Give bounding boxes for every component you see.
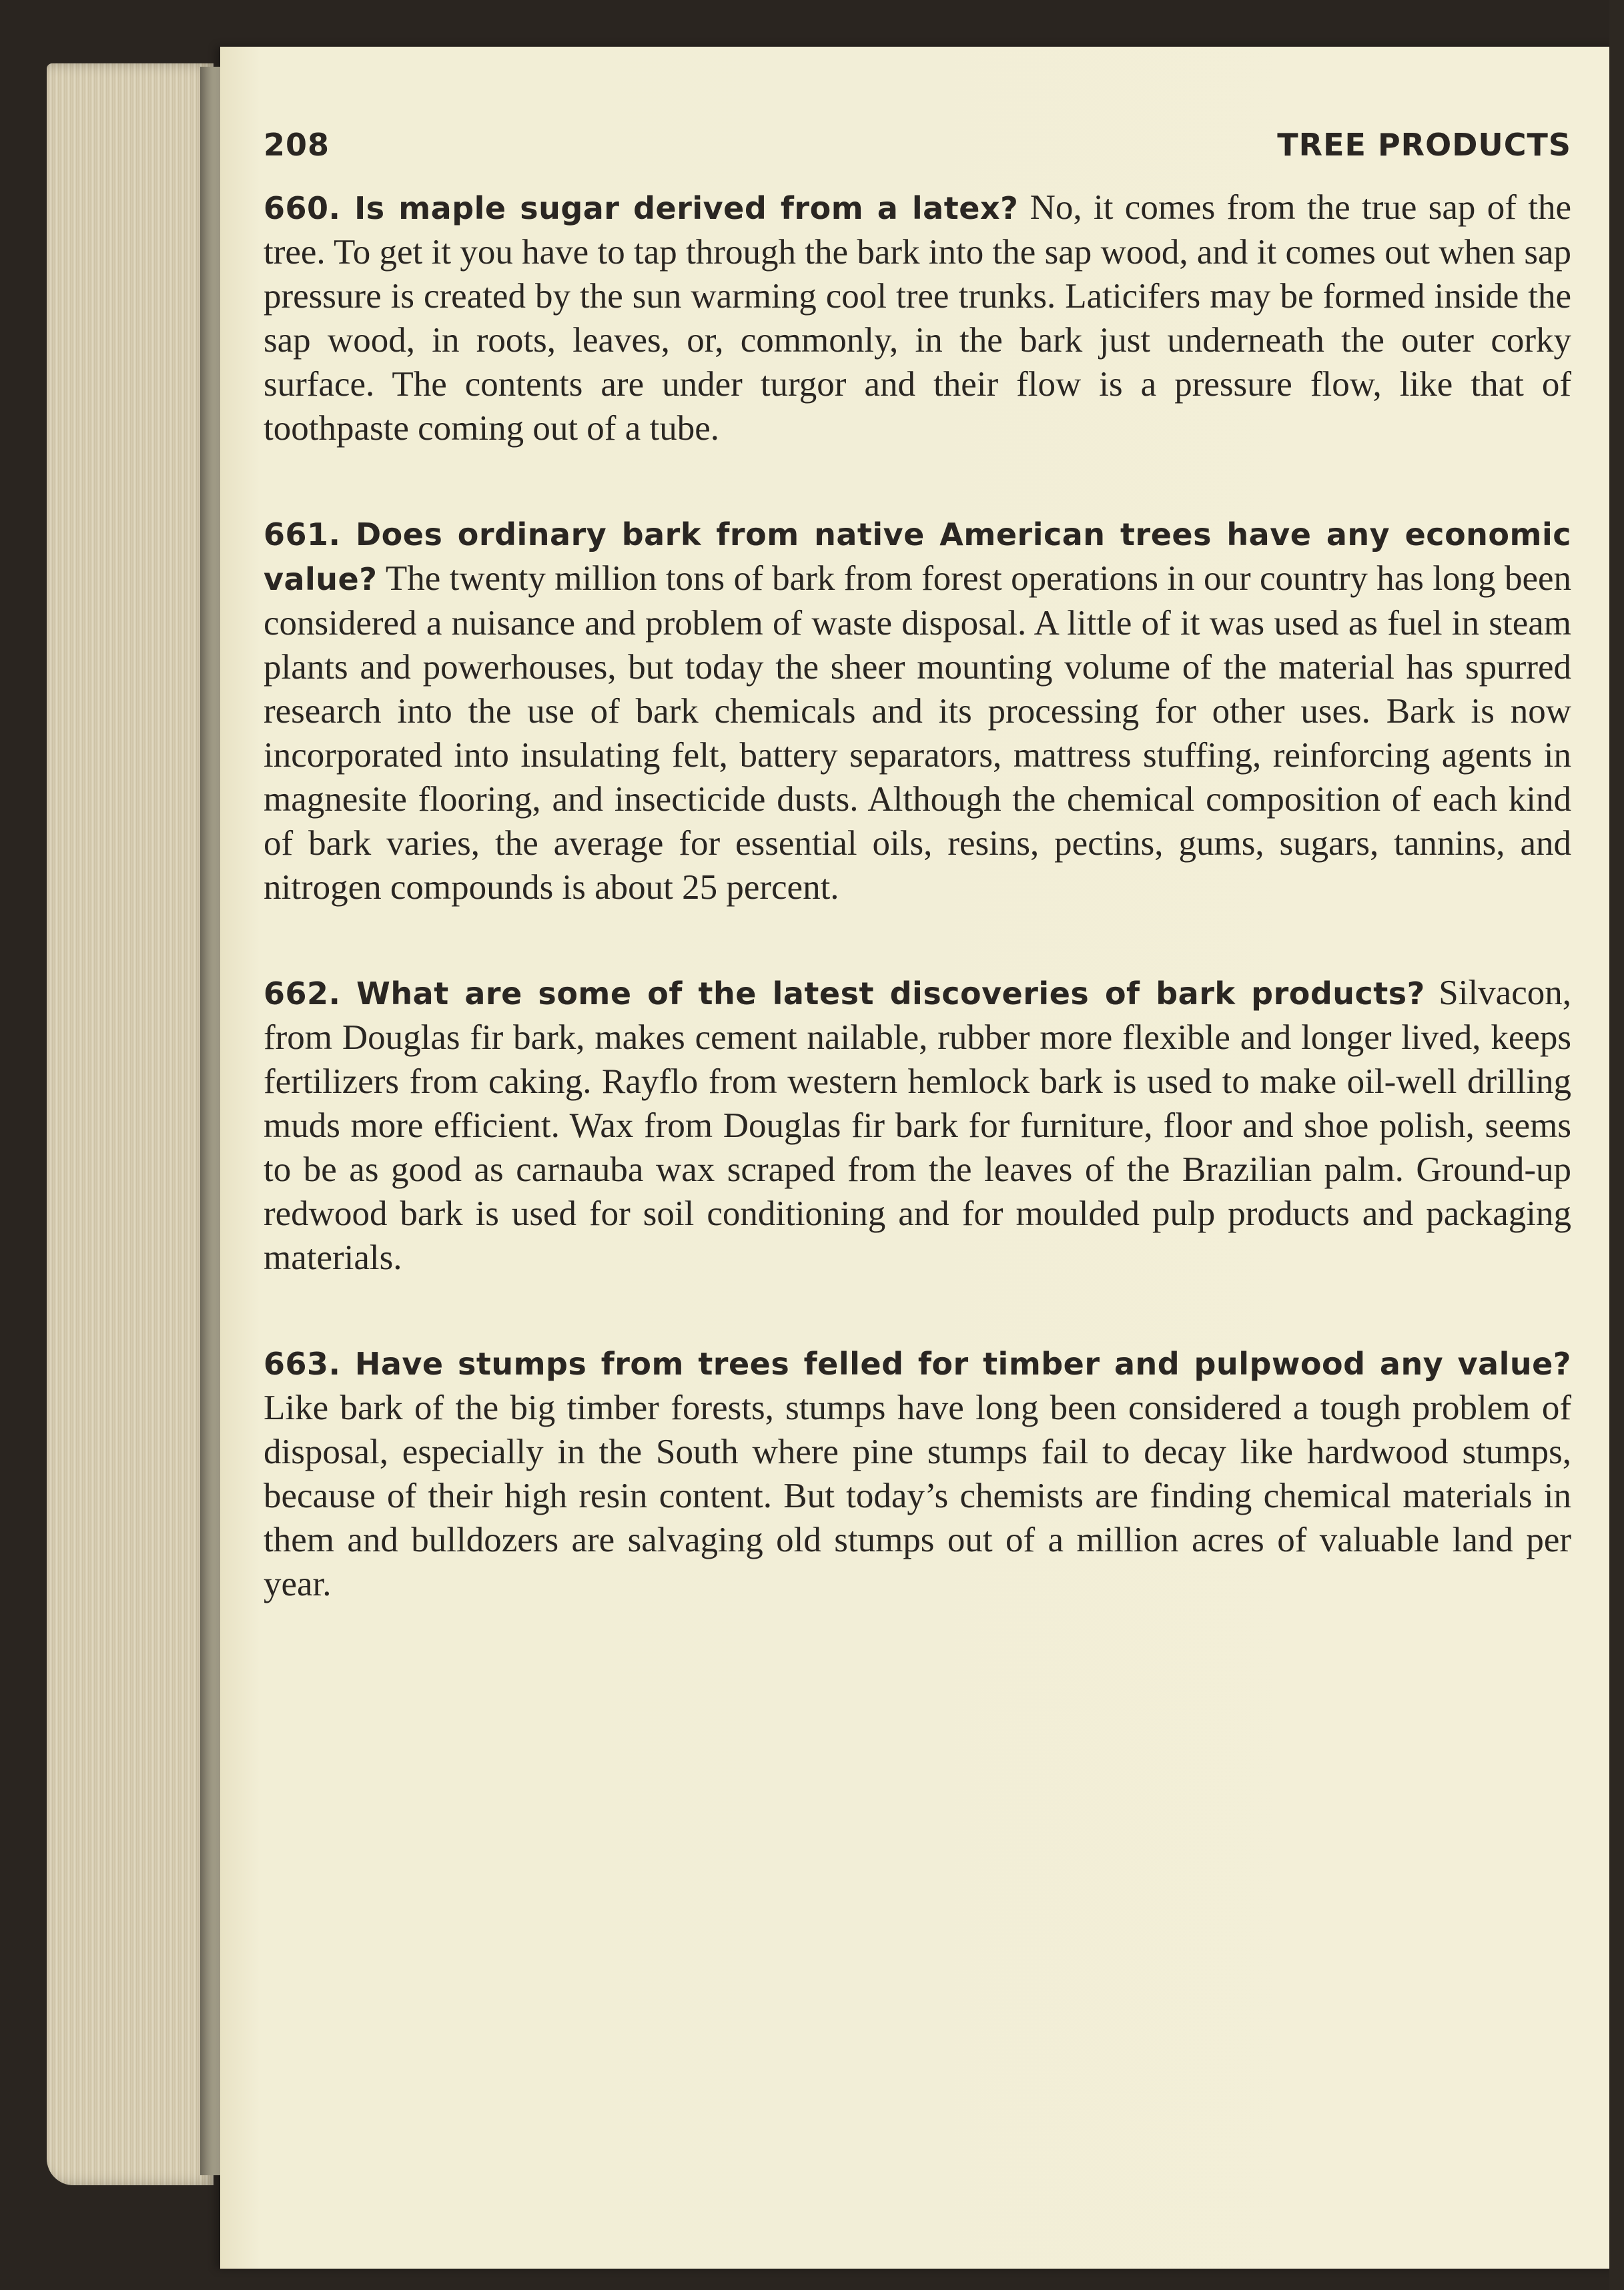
entry-paragraph (264, 1341, 1571, 1606)
facing-page-edge (1609, 0, 1624, 2290)
entry-question: 663. Have stumps from trees felled for timber and pulpwood any value? (264, 1346, 1571, 1382)
entry-661 (264, 512, 1571, 909)
running-header (264, 127, 1571, 163)
page-content (264, 127, 1571, 1667)
running-title: TREE PRODUCTS (1277, 127, 1571, 163)
entry-663 (264, 1341, 1571, 1606)
page-number: 208 (264, 127, 330, 163)
entry-answer: The twenty million tons of bark from forest operations in our country has long been considered a nuisance and problem of waste disposal. A little of it was used as fuel in steam plants and powerhouses, but today the sheer mounting volume of the material has spurred research into the use of bark chemicals and its processing for other uses. Bark is now incorporated into insulating felt, battery separators, mattress stuffing, reinforcing agents in magnesite flooring, and insecticide dusts. Although the chemical composition of each kind of bark varies, the average for essential oils, resins, pectins, gums, sugars, tannins, and nitrogen compounds is about 25 percent. (264, 559, 1571, 907)
entry-paragraph (264, 971, 1571, 1280)
entry-662 (264, 971, 1571, 1280)
entry-paragraph (264, 185, 1571, 450)
entry-paragraph (264, 512, 1571, 909)
page-edges (47, 63, 214, 2185)
entry-answer: Like bark of the big timber forests, stumps have long been considered a tough problem of disposal, especially in the South where pine stumps fail to decay like hardwood stumps, because of their high resin content. But today’s chemists are finding chemical materials in them and bulldozers are salvaging old stumps out of a million acres of valuable land per year. (264, 1389, 1571, 1603)
book-gutter (200, 67, 220, 2175)
entry-answer: Silvacon, from Douglas fir bark, makes cement nailable, rubber more flexible and longer lived, keeps fertilizers from caking. Rayflo from western hemlock bark is used to make oil-well drilling muds more efficient. Wax from Douglas fir bark for furniture, floor and shoe polish, seems to be as good as carnauba wax scraped from the leaves of the Brazilian palm. Ground-up redwood bark is used for soil conditioning and for moulded pulp products and packaging materials. (264, 974, 1571, 1277)
entry-660 (264, 185, 1571, 450)
entry-answer: No, it comes from the true sap of the tree. To get it you have to tap through the bark into the sap wood, and it comes out when sap pressure is created by the sun warming cool tree trunks. Laticifers may be formed inside the sap wood, in roots, leaves, or, commonly, in the bark just underneath the outer corky surface. The contents are under turgor and their flow is a pressure flow, like that of toothpaste coming out of a tube. (264, 188, 1572, 448)
entry-question: 662. What are some of the latest discoveries of bark products? (264, 976, 1425, 1012)
entry-question: 660. Is maple sugar derived from a latex? (264, 190, 1019, 226)
entry-question: 661. Does ordinary bark from native American trees have any economic value? (264, 516, 1571, 597)
